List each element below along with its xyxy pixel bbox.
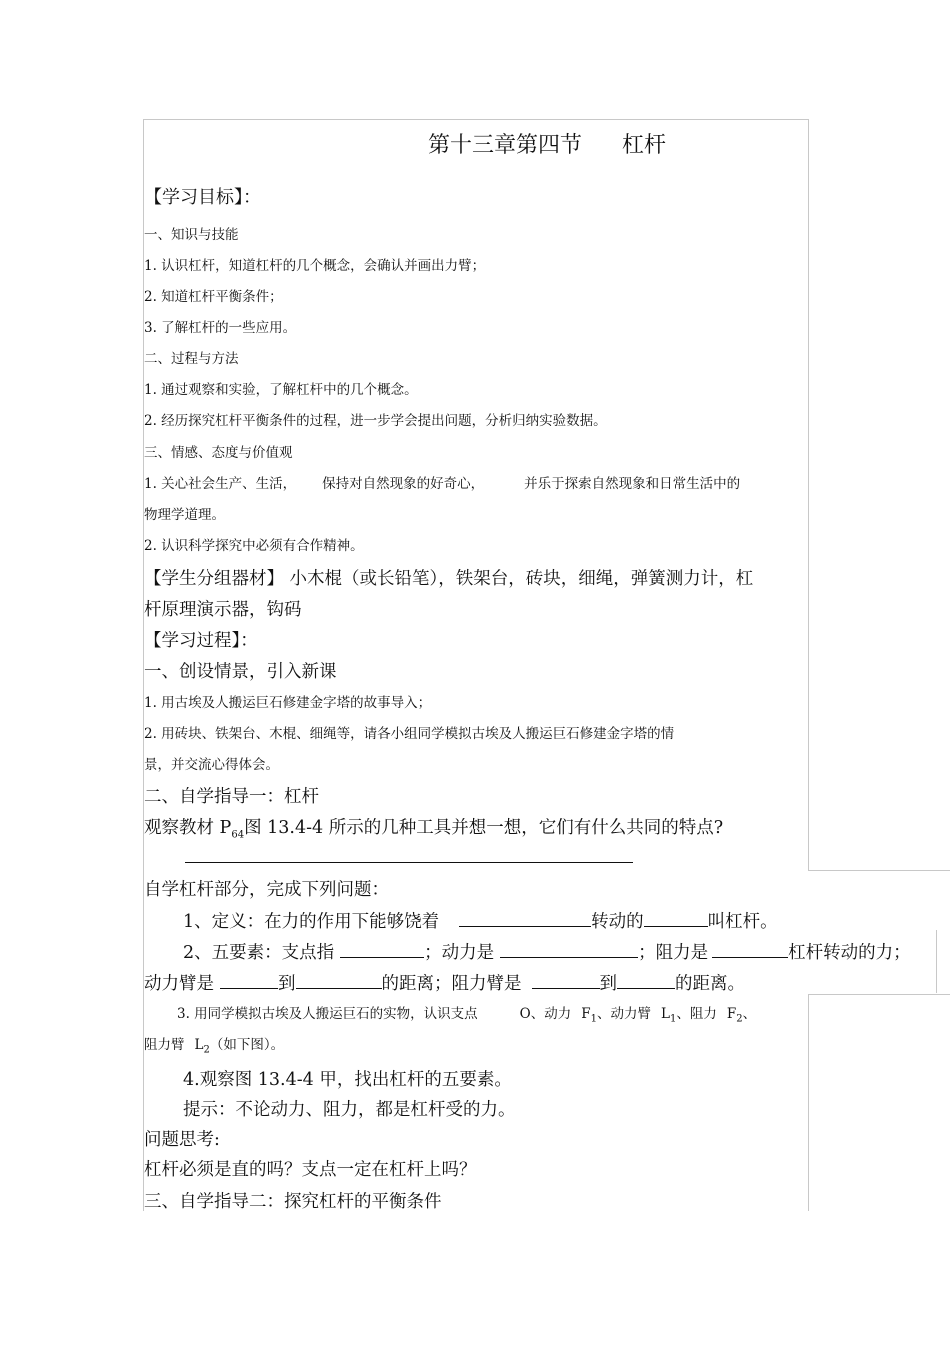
frame-step-line-1 — [808, 870, 950, 871]
process-item: 1. 用古埃及人搬运巨石修建金字塔的故事导入； — [144, 695, 432, 711]
objective-item: 2. 经历探究杠杆平衡条件的过程，进一步学会提出问题，分析归纳实验数据。 — [144, 413, 607, 429]
objective-text: 并乐于探索自然现象和日常生活中的 — [524, 476, 741, 492]
question-text: 杠杆转动的力； — [788, 943, 911, 963]
objective-item-continued: 物理学道理。 — [144, 507, 225, 523]
question-text: ；阻力是 — [638, 943, 709, 963]
objective-text: 1. 关心社会生产、生活， — [144, 476, 297, 492]
process-item: 2. 用砖块、铁架台、木棍、细绳等，请各小组同学模拟古埃及人搬运巨石修建金字塔的情 — [144, 726, 675, 742]
hint-text: 提示：不论动力、阻力，都是杠杆受的力。 — [183, 1100, 516, 1120]
objective-item: 2. 知道杠杆平衡条件； — [144, 289, 283, 305]
objective-section-1: 一、知识与技能 — [144, 227, 239, 243]
objective-item: 2. 认识科学探究中必须有合作精神。 — [144, 538, 364, 554]
blank-field[interactable] — [532, 973, 600, 989]
question-text: 阻力臂 — [144, 1037, 185, 1053]
objective-section-2: 二、过程与方法 — [144, 351, 239, 367]
page-number-subscript: 64 — [231, 829, 245, 841]
question-text: 转动的 — [591, 912, 644, 932]
question-simulation-continued — [144, 1033, 284, 1056]
question-text: ；动力是 — [424, 943, 495, 963]
symbol-subscript: 1 — [590, 1013, 597, 1025]
frame-step-line-2 — [808, 994, 950, 995]
title-topic: 杠杆 — [622, 133, 667, 158]
symbol-subscript: 1 — [669, 1013, 677, 1025]
observe-question — [144, 814, 723, 841]
blank-field[interactable] — [712, 942, 788, 958]
objective-text: 保持对自然现象的好奇心， — [322, 476, 485, 492]
process-item-continued: 景，并交流心得体会。 — [144, 757, 279, 773]
symbol-text: L — [194, 1037, 204, 1053]
question-text: 叫杠杆。 — [707, 912, 778, 932]
blank-field[interactable] — [296, 973, 382, 989]
question-definition — [183, 908, 778, 933]
question-text: 、动力臂 — [597, 1006, 651, 1022]
page-title — [428, 128, 666, 159]
question-text: O、动力 — [519, 1006, 572, 1022]
question-simulation — [177, 1002, 756, 1025]
symbol-text: F — [726, 1006, 737, 1022]
objective-section-3: 三、情感、态度与价值观 — [144, 445, 293, 461]
symbol-text: L — [661, 1006, 670, 1022]
symbol-subscript: 2 — [736, 1013, 743, 1025]
objective-item: 1. 通过观察和实验，了解杠杆中的几个概念。 — [144, 382, 418, 398]
process-section-3: 三、自学指导二：探究杠杆的平衡条件 — [144, 1192, 442, 1212]
equipment-line-2: 杆原理演示器，钩码 — [144, 600, 302, 620]
frame-right-line-upper — [808, 119, 809, 870]
question-five-elements-continued — [144, 970, 745, 995]
question-text: 1、定义：在力的作用下能够饶着 — [183, 912, 440, 932]
self-study-intro: 自学杠杆部分，完成下列问题： — [144, 880, 389, 900]
title-chapter: 第十三章第四节 — [428, 133, 583, 158]
blank-field[interactable] — [617, 973, 675, 989]
question-text: 、 — [742, 1006, 757, 1022]
blank-field[interactable] — [459, 911, 591, 927]
observe-text: 观察教材 P — [144, 818, 232, 838]
think-question: 杠杆必须是直的吗？支点一定在杠杆上吗？ — [144, 1160, 477, 1180]
frame-right-line-middle — [936, 930, 937, 993]
process-header: 【学习过程】： — [144, 631, 258, 651]
question-text: 、阻力 — [676, 1006, 717, 1022]
frame-top-line — [143, 119, 809, 120]
objectives-header: 【学习目标】： — [144, 187, 261, 208]
question-text: 3. 用同学模拟古埃及人搬运巨石的实物，认识支点 — [177, 1006, 478, 1022]
process-section-1: 一、创设情景，引入新课 — [144, 662, 337, 682]
question-text: （如下图）。 — [209, 1037, 285, 1053]
process-section-2: 二、自学指导一：杠杆 — [144, 787, 319, 807]
blank-field[interactable] — [220, 973, 278, 989]
blank-field[interactable] — [340, 942, 424, 958]
think-header: 问题思考: — [144, 1130, 220, 1150]
objective-item: 1. 认识杠杆，知道杠杆的几个概念，会确认并画出力臂； — [144, 258, 486, 274]
equipment-line-1: 【学生分组器材】 小木棍（或长铅笔），铁架台，砖块，细绳，弹簧测力计，杠 — [144, 569, 754, 589]
answer-line — [185, 862, 633, 863]
question-observe-figure: 4.观察图 13.4-4 甲，找出杠杆的五要素。 — [183, 1070, 512, 1090]
question-text: 动力臂是 — [144, 974, 214, 994]
objective-item: 3. 了解杠杆的一些应用。 — [144, 320, 297, 336]
symbol-subscript: 2 — [203, 1044, 210, 1056]
blank-field[interactable] — [500, 942, 638, 958]
question-text: 到 — [599, 974, 617, 994]
observe-text: 图 13.4-4 所示的几种工具并想一想，它们有什么共同的特点? — [244, 818, 724, 838]
question-text: 到 — [278, 974, 296, 994]
question-five-elements — [183, 939, 911, 964]
question-text: 2、五要素：支点指 — [183, 943, 335, 963]
objective-item — [144, 472, 740, 492]
frame-right-line-lower — [808, 994, 809, 1211]
question-text: 的距离。 — [675, 974, 745, 994]
question-text: 的距离；阻力臂是 — [381, 974, 522, 994]
symbol-text: F — [581, 1006, 591, 1022]
blank-field[interactable] — [644, 911, 708, 927]
